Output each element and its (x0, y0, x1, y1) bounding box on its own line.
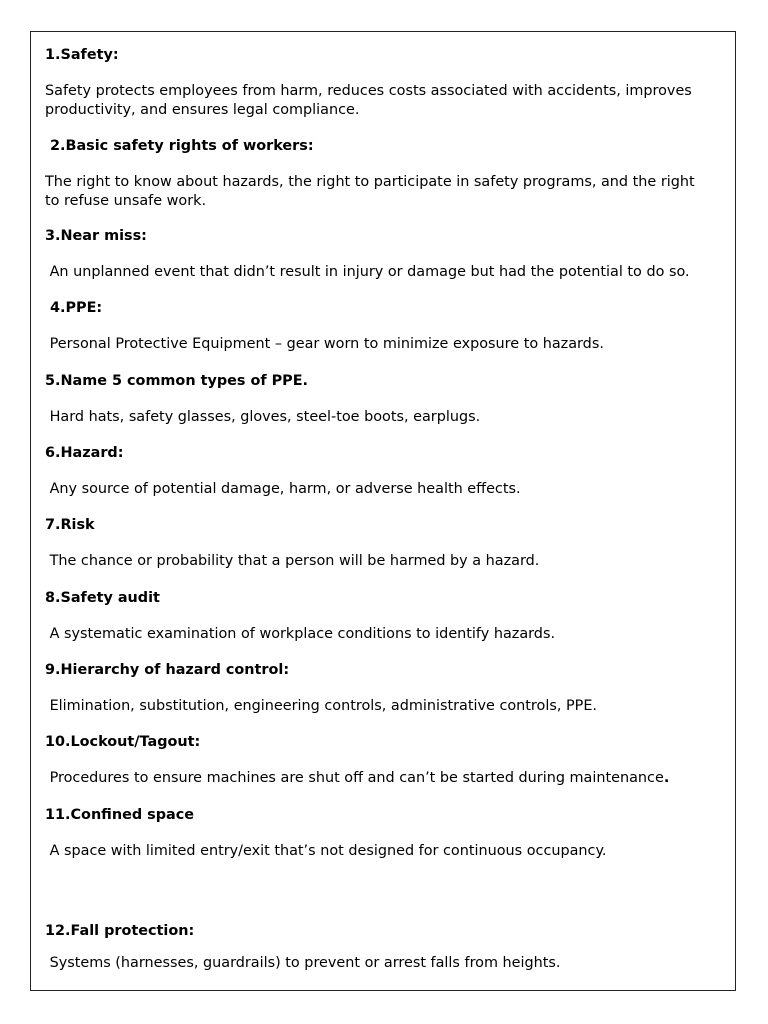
item-10-answer-period: . (663, 770, 670, 786)
item-1-heading: 1.Safety: (45, 47, 119, 63)
item-10-heading: 10.Lockout/Tagout: (45, 734, 201, 750)
item-9-answer: Elimination, substitution, engineering controls, administrative controls, PPE. (45, 698, 598, 714)
item-10-answer-line (45, 769, 669, 788)
item-10-answer: Procedures to ensure machines are shut off and can’t be started during maintenance (45, 770, 664, 786)
item-7-answer: The chance or probability that a person will be harmed by a hazard. (45, 553, 540, 569)
item-1-answer: Safety protects employees from harm, reduces costs associated with accidents, improves productivity, and ensures legal compliance. (45, 83, 692, 118)
item-5-heading: 5.Name 5 common types of PPE. (45, 373, 309, 389)
item-12-heading: 12.Fall protection: (45, 923, 195, 939)
item-4-heading: 4.PPE: (45, 300, 103, 316)
item-3-answer: An unplanned event that didn’t result in injury or damage but had the potential to do so. (45, 264, 690, 280)
item-11-heading: 11.Confined space (45, 807, 195, 823)
item-6-answer: Any source of potential damage, harm, or adverse health effects. (45, 481, 521, 497)
item-12-answer: Systems (harnesses, guardrails) to prevent or arrest falls from heights. (45, 955, 561, 971)
item-6-heading: 6.Hazard: (45, 445, 124, 461)
item-7-heading: 7.Risk (45, 517, 95, 533)
item-2-heading: 2.Basic safety rights of workers: (45, 138, 314, 154)
item-5-answer: Hard hats, safety glasses, gloves, steel-toe boots, earplugs. (45, 409, 481, 425)
item-8-answer: A systematic examination of workplace conditions to identify hazards. (45, 626, 556, 642)
item-8-heading: 8.Safety audit (45, 590, 160, 606)
item-9-heading: 9.Hierarchy of hazard control: (45, 662, 290, 678)
item-4-answer: Personal Protective Equipment – gear worn to minimize exposure to hazards. (45, 336, 604, 352)
item-2-answer: The right to know about hazards, the right to participate in safety programs, and the right to refuse unsafe work. (45, 174, 695, 209)
item-11-answer: A space with limited entry/exit that’s not designed for continuous occupancy. (45, 843, 607, 859)
item-3-heading: 3.Near miss: (45, 228, 147, 244)
